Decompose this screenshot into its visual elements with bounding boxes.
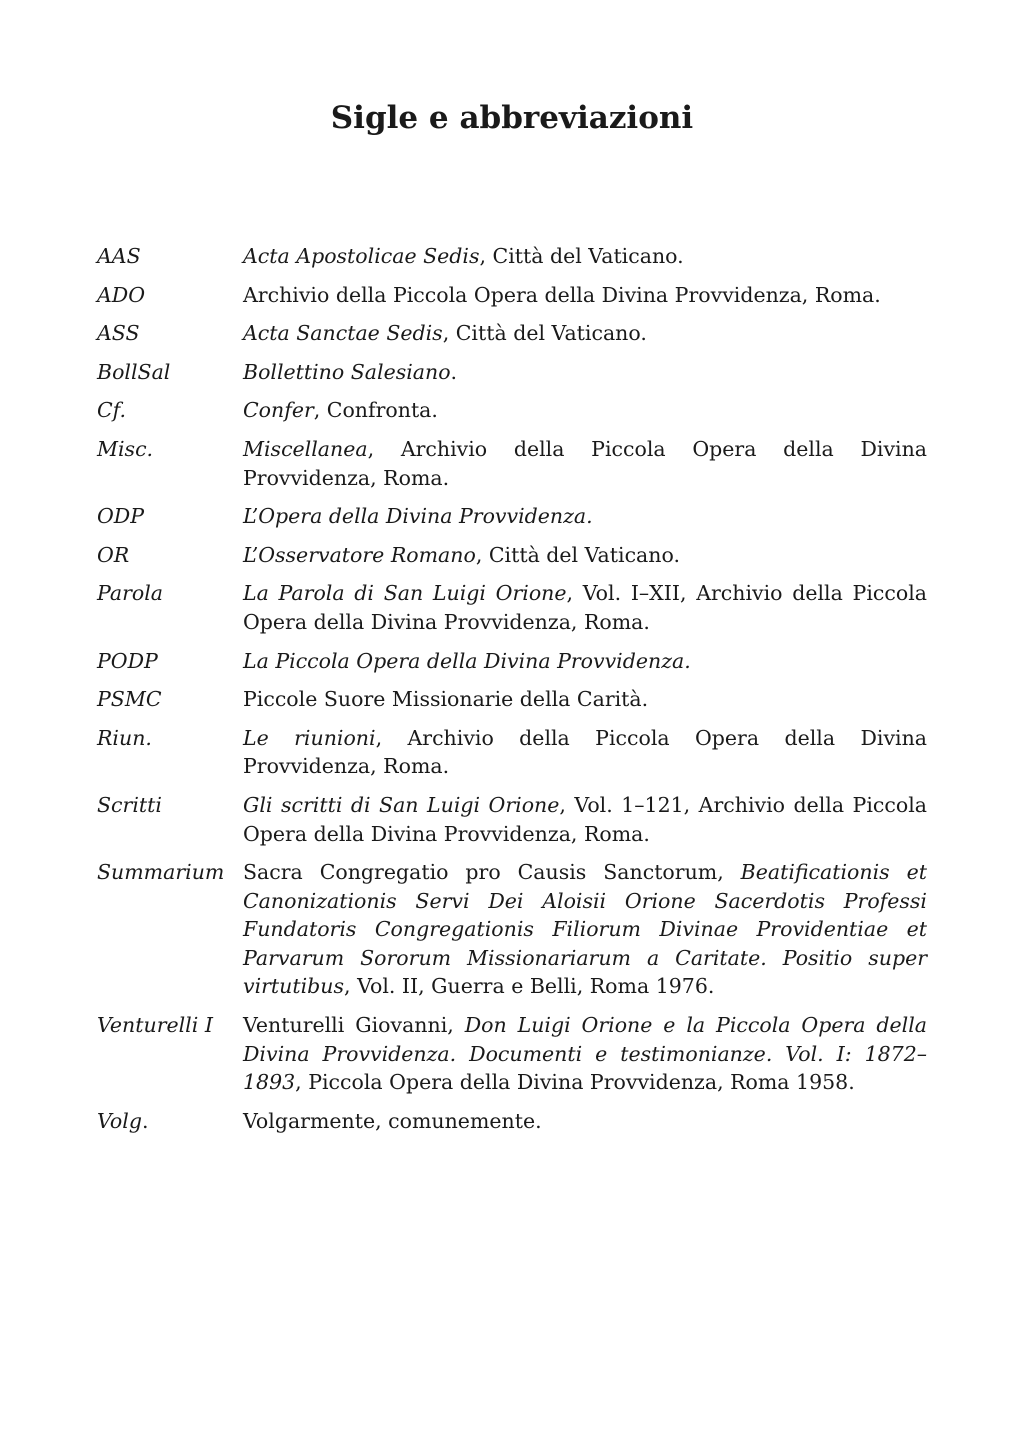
abbreviation-term-text: Parola bbox=[97, 581, 164, 606]
abbreviation-description bbox=[243, 1011, 927, 1097]
abbreviation-entry bbox=[97, 502, 927, 531]
description-italic-text: Le riunioni bbox=[243, 725, 376, 750]
abbreviation-term bbox=[97, 435, 243, 464]
abbreviation-entry bbox=[97, 579, 927, 636]
description-text: , Vol. II, Guerra e Belli, Roma 1976. bbox=[344, 974, 715, 999]
abbreviation-term-text: Scritti bbox=[97, 792, 162, 817]
description-text: , Vol. I–XII, Archivio della Piccola Opera della Divina Provvidenza, Roma. bbox=[243, 581, 927, 634]
abbreviation-term-text: Venturelli I bbox=[97, 1013, 213, 1038]
abbreviation-term bbox=[97, 281, 243, 310]
abbreviation-term bbox=[97, 791, 243, 820]
abbreviation-description bbox=[243, 319, 927, 348]
description-italic-text: Bollettino Salesiano bbox=[243, 359, 451, 384]
abbreviation-description bbox=[243, 791, 927, 848]
description-text: , Archivio della Piccola Opera della Divina Provvidenza, Roma. bbox=[243, 725, 927, 779]
abbreviation-description bbox=[243, 647, 927, 676]
description-italic-text: Miscellanea bbox=[243, 436, 368, 461]
description-text: . bbox=[450, 359, 458, 384]
abbreviation-entry bbox=[97, 435, 927, 492]
abbreviation-term-text: BollSal bbox=[97, 359, 171, 384]
abbreviation-entry bbox=[97, 319, 927, 348]
abbreviation-term bbox=[97, 579, 243, 608]
abbreviation-entry bbox=[97, 685, 927, 714]
abbreviation-description bbox=[243, 579, 927, 636]
abbreviation-term bbox=[97, 647, 243, 676]
description-text: Archivio della Piccola Opera della Divina Provvidenza, Roma. bbox=[243, 282, 881, 307]
abbreviation-entry bbox=[97, 358, 927, 387]
abbreviation-entry bbox=[97, 281, 927, 310]
abbreviation-description bbox=[243, 541, 927, 570]
abbreviation-description bbox=[243, 358, 927, 387]
abbreviation-entry bbox=[97, 541, 927, 570]
abbreviation-term-text: AAS bbox=[97, 244, 141, 268]
description-text: , Città del Vaticano. bbox=[442, 321, 647, 346]
description-italic-text: Acta Apostolicae Sedis bbox=[243, 244, 480, 268]
abbreviation-entry bbox=[97, 242, 927, 271]
abbreviation-term-text: PODP bbox=[97, 648, 158, 673]
abbreviation-term-suffix: . bbox=[141, 1108, 149, 1133]
description-italic-text: Beatificationis et Canonizationis Servi Dei Aloisii Orione Sacerdotis Professi Fundatoris Congregationis Filiorum Divinae Providentiae et Parvarum Sororum Missionariarum a Caritate. Positio super virtutibus bbox=[243, 860, 927, 999]
description-italic-text: L’Opera della Divina Provvidenza. bbox=[243, 504, 593, 529]
description-text: Venturelli Giovanni, bbox=[243, 1013, 465, 1038]
description-text: , Città del Vaticano. bbox=[479, 244, 684, 268]
abbreviation-term bbox=[97, 685, 243, 714]
abbreviation-description bbox=[243, 242, 927, 271]
abbreviation-term bbox=[97, 396, 243, 425]
abbreviation-term-text: ASS bbox=[97, 321, 140, 346]
abbreviation-term-text: Cf. bbox=[97, 398, 127, 423]
abbreviation-description bbox=[243, 685, 927, 714]
abbreviation-term bbox=[97, 1011, 243, 1040]
abbreviation-term bbox=[97, 858, 243, 887]
abbreviation-term-text: Volg bbox=[97, 1108, 142, 1133]
abbreviation-description bbox=[243, 1107, 927, 1136]
abbreviation-term bbox=[97, 319, 243, 348]
abbreviation-list bbox=[97, 242, 927, 1145]
abbreviation-term-text: ODP bbox=[97, 504, 145, 529]
abbreviation-description bbox=[243, 502, 927, 531]
abbreviation-term-text: ADO bbox=[97, 282, 146, 307]
abbreviation-entry bbox=[97, 858, 927, 1001]
description-italic-text: Confer bbox=[243, 398, 314, 423]
abbreviation-term bbox=[97, 358, 243, 387]
description-italic-text: Gli scritti di San Luigi Orione bbox=[243, 792, 560, 817]
abbreviation-description bbox=[243, 281, 927, 310]
abbreviation-term bbox=[97, 1107, 243, 1136]
abbreviation-description bbox=[243, 435, 927, 492]
page-title: Sigle e abbreviazioni bbox=[330, 100, 694, 136]
description-text: Piccole Suore Missionarie della Carità. bbox=[243, 687, 649, 712]
abbreviation-term-text: Summarium bbox=[97, 860, 225, 885]
abbreviation-term bbox=[97, 541, 243, 570]
abbreviation-term bbox=[97, 242, 243, 271]
abbreviation-term-text: Misc. bbox=[97, 436, 154, 461]
abbreviation-term-text: OR bbox=[97, 542, 130, 567]
description-italic-text: La Piccola Opera della Divina Provvidenza. bbox=[243, 648, 691, 673]
abbreviation-description bbox=[243, 396, 927, 425]
description-text: , Piccola Opera della Divina Provvidenza, Roma 1958. bbox=[295, 1070, 855, 1095]
description-italic-text: La Parola di San Luigi Orione bbox=[243, 581, 567, 606]
abbreviation-term bbox=[97, 502, 243, 531]
abbreviation-entry bbox=[97, 396, 927, 425]
description-text: , Vol. 1–121, Archivio della Piccola Opera della Divina Provvidenza, Roma. bbox=[243, 792, 927, 846]
description-italic-text: L’Osservatore Romano bbox=[243, 542, 476, 567]
abbreviation-term-text: Riun. bbox=[97, 725, 152, 750]
abbreviation-term bbox=[97, 724, 243, 753]
abbreviation-entry bbox=[97, 791, 927, 848]
abbreviation-entry bbox=[97, 1107, 927, 1136]
abbreviation-term-text: PSMC bbox=[97, 687, 162, 712]
description-text: Volgarmente, comunemente. bbox=[243, 1108, 542, 1133]
abbreviation-description bbox=[243, 724, 927, 781]
description-text: , Città del Vaticano. bbox=[475, 542, 680, 567]
abbreviation-entry bbox=[97, 1011, 927, 1097]
description-text: , Confronta. bbox=[313, 398, 438, 423]
description-italic-text: Acta Sanctae Sedis bbox=[243, 321, 443, 346]
description-italic-text: Don Luigi Orione e la Piccola Opera della Divina Provvidenza. Documenti e testimonianze. Vol. I: 1872–1893 bbox=[243, 1013, 927, 1095]
abbreviation-entry bbox=[97, 647, 927, 676]
abbreviation-description bbox=[243, 858, 927, 1001]
description-text: , Archivio della Piccola Opera della Divina Provvidenza, Roma. bbox=[243, 436, 927, 490]
description-text: Sacra Congregatio pro Causis Sanctorum, bbox=[243, 860, 741, 885]
abbreviation-entry bbox=[97, 724, 927, 781]
